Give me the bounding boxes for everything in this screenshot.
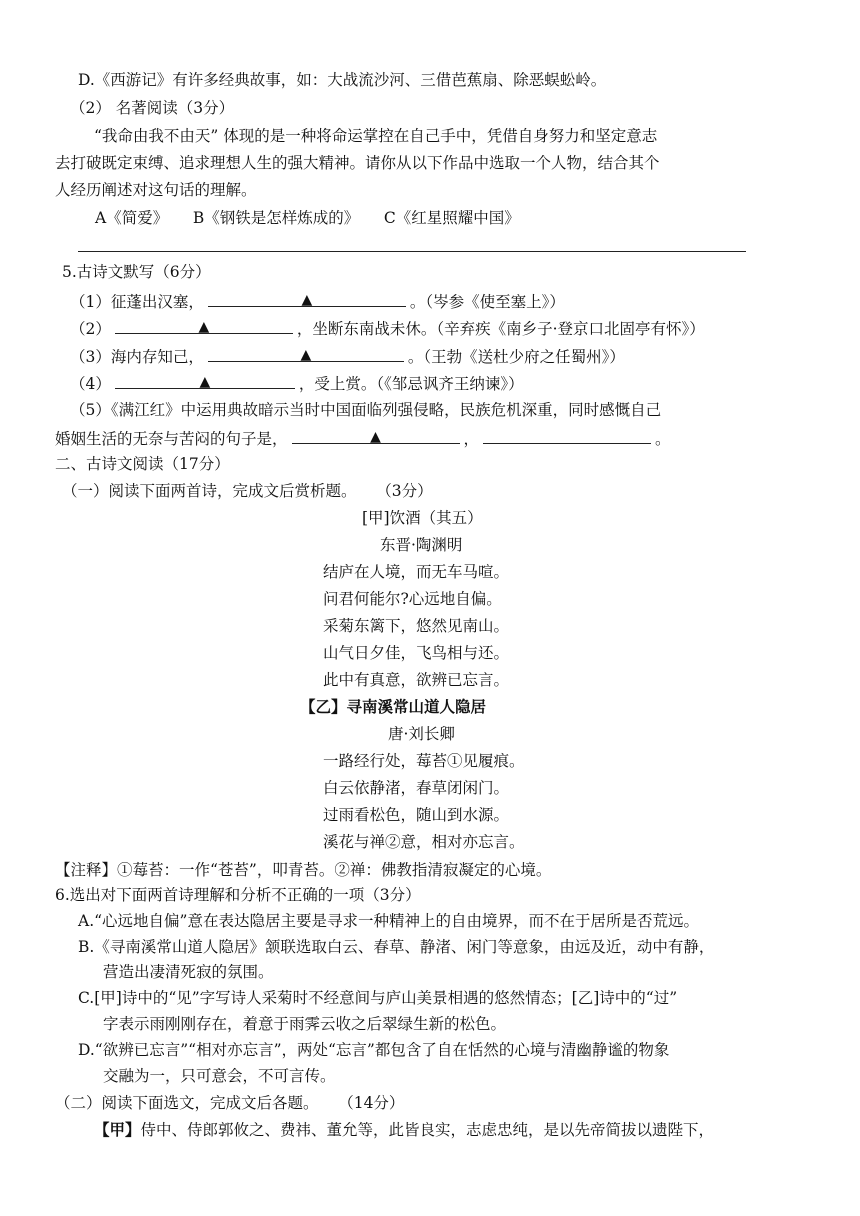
poem-line: 过雨看松色，随山到水源。 [323, 806, 510, 824]
q5-item-2 [70, 317, 705, 339]
q5-item-1-text: （1）征蓬出汉塞， [70, 293, 204, 311]
fill-blank[interactable] [208, 345, 404, 362]
q4-prompt-line: 人经历阐述对这句话的理解。 [55, 181, 257, 199]
passage-jia-line [94, 1120, 714, 1140]
blank-marker: ▲ [199, 374, 211, 390]
q6-option-c: C.[甲]诗中的“见”字写诗人采菊时不经意间与庐山美景相遇的悠然情态；[乙]诗中的“过” [78, 989, 678, 1007]
fill-blank[interactable] [208, 290, 406, 307]
q6-option-c-cont: 字表示雨刚刚存在，着意于雨霁云收之后翠绿生新的松色。 [103, 1015, 507, 1033]
q5-item-2-num: （2） [70, 320, 111, 338]
q5-item-4 [70, 372, 524, 394]
q6-option-b-cont: 营造出凄清死寂的氛围。 [103, 963, 274, 981]
fill-blank[interactable] [292, 427, 460, 444]
q6-option-a: A.“心远地自偏”意在表达隐居主要是寻求一种精神上的自由境界，而不在于居所是否荒远。 [78, 912, 699, 930]
q4-part2-heading: （2） 名著阅读（3分） [70, 99, 235, 117]
fill-blank[interactable] [115, 372, 295, 389]
q4-option-d: D.《西游记》有许多经典故事，如：大战流沙河、三借芭蕉扇、除恶蜈蚣岭。 [78, 71, 607, 89]
poem-line: 结庐在人境，而无车马喧。 [323, 563, 510, 581]
poem-line: 山气日夕佳，飞鸟相与还。 [323, 644, 510, 662]
blank-marker: ▲ [301, 292, 313, 308]
q6-option-d-cont: 交融为一，只可意会，不可言传。 [103, 1067, 336, 1085]
fill-blank[interactable] [115, 317, 293, 334]
q5-item-5-line1: （5）《满江红》中运用典故暗示当时中国面临列强侵略，民族危机深重，同时感慨自己 [70, 401, 662, 419]
q5-item-1 [70, 290, 565, 312]
poem-line: 溪花与禅②意，相对亦忘言。 [323, 833, 525, 851]
section-2-part2-heading: （二）阅读下面选文，完成文后各题。 （14分） [55, 1094, 405, 1112]
passage-jia-tag: 【甲】 [94, 1120, 141, 1139]
comma: ， [463, 430, 480, 448]
passage-jia-text: 侍中、侍郎郭攸之、费祎、董允等，此皆良实，志虑忠纯，是以先帝简拔以遗陛下， [140, 1121, 715, 1139]
q5-item-4-text: ，受上赏。（《邹忌讽齐王纳谏》） [298, 375, 524, 393]
q5-item-5-text: 婚姻生活的无奈与苦闷的句子是， [55, 430, 288, 448]
poem-a-title: [甲]饮酒（其五） [362, 509, 483, 527]
answer-line [78, 251, 746, 252]
blank-marker: ▲ [300, 347, 312, 363]
q4-book-options: A《简爱》 B《钢铁是怎样炼成的》 C《红星照耀中国》 [95, 209, 520, 227]
poem-a-author: 东晋·陶渊明 [380, 536, 463, 554]
q5-item-3-text: （3）海内存知己， [70, 348, 204, 366]
q6-option-b: B.《寻南溪常山道人隐居》颔联选取白云、春草、静渚、闲门等意象，由远及近，动中有静， [78, 938, 715, 956]
poem-line: 问君何能尔?心远地自偏。 [323, 590, 502, 608]
q5-item-2-text: ，坐断东南战未休。（辛弃疾《南乡子·登京口北固亭有怀》） [296, 320, 705, 338]
q5-heading: 5.古诗文默写（6分） [62, 263, 211, 281]
poem-line: 一路经行处，莓苔①见履痕。 [323, 752, 525, 770]
q6-option-d: D.“欲辨已忘言”“相对亦忘言”，两处“忘言”都包含了自在恬然的心境与清幽静谧的物象 [78, 1041, 670, 1059]
q5-item-5-line2 [55, 427, 671, 449]
blank-marker: ▲ [370, 429, 381, 445]
q5-item-3 [70, 345, 625, 367]
q4-prompt-line: “我命由我不由天” 体现的是一种将命运掌控在自己手中，凭借自身努力和坚定意志 [94, 127, 658, 145]
q4-prompt-line: 去打破既定束缚、追求理想人生的强大精神。请你从以下作品中选取一个人物，结合其个 [55, 154, 660, 172]
q5-item-4-num: （4） [70, 375, 111, 393]
period: 。 [655, 430, 671, 448]
section-2-heading: 二、古诗文阅读（17分） [55, 455, 230, 473]
blank-marker: ▲ [198, 319, 210, 335]
q6-heading: 6.选出对下面两首诗理解和分析不正确的一项（3分） [55, 886, 421, 904]
q5-item-1-source: 。（岑参《使至塞上》） [409, 293, 565, 311]
annotation-note: 【注释】①莓苔：一作“苍苔”，叩青苔。②禅：佛教指清寂凝定的心境。 [55, 861, 552, 879]
poem-b-title: 【乙】寻南溪常山道人隐居 [300, 697, 487, 716]
poem-b-author: 唐·刘长卿 [388, 725, 455, 743]
fill-blank[interactable] [483, 427, 651, 444]
q5-item-3-source: 。（王勃《送杜少府之任蜀州》） [407, 348, 625, 366]
poem-line: 采菊东篱下，悠然见南山。 [323, 617, 510, 635]
poem-line: 此中有真意，欲辨已忘言。 [323, 671, 510, 689]
poem-line: 白云依静渚，春草闭闲门。 [323, 779, 510, 797]
section-2-part1-heading: （一）阅读下面两首诗，完成文后赏析题。 （3分） [62, 482, 433, 500]
